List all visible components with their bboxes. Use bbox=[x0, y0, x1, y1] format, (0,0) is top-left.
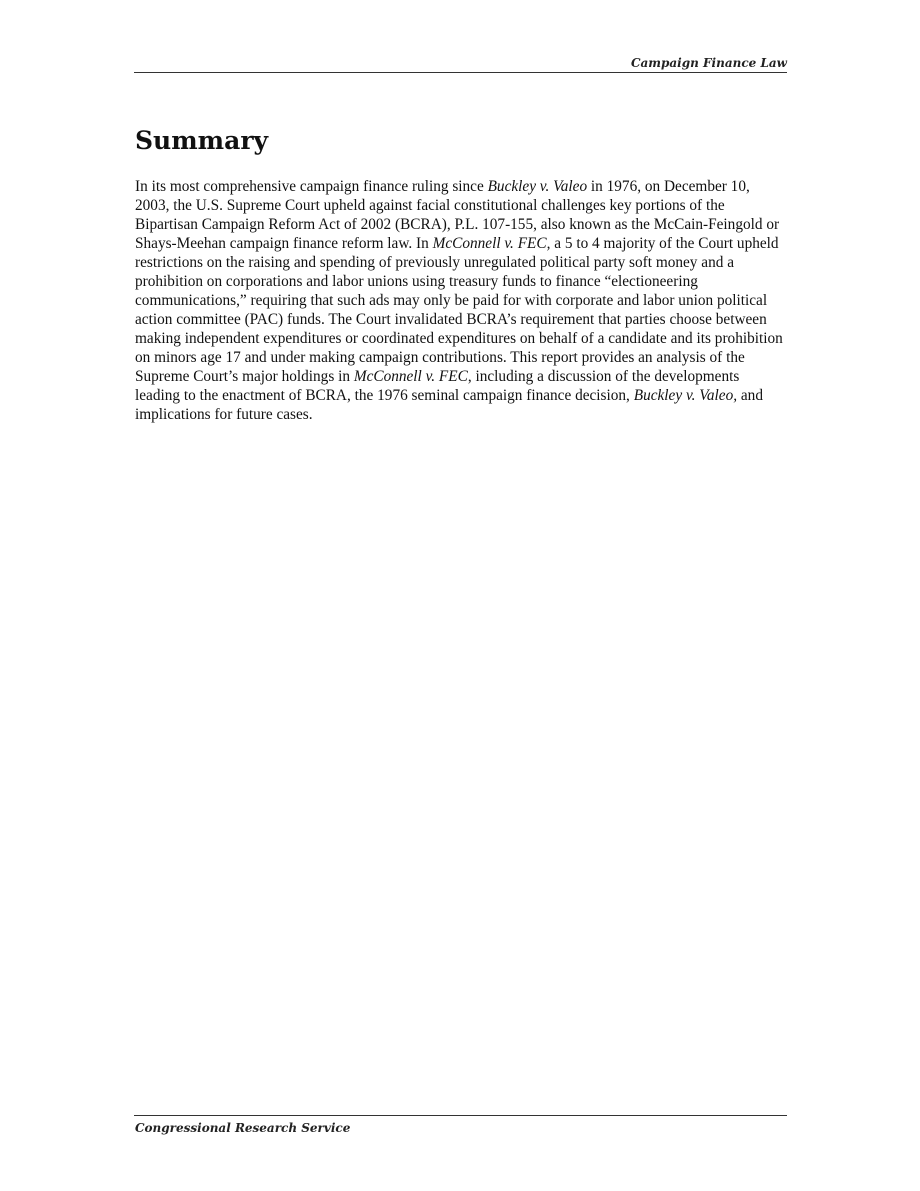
summary-text: in 1976, on December 10, 2003, the U.S. Supreme Court upheld against facial constitutional challenges key portions of the Bipartisan Campaign Reform Act of 2002 (BCRA), P.L. 107-155, also known as the McCain-Feingold or Shays-Meehan campaign finance reform law. In bbox=[135, 178, 780, 252]
summary-text: In its most comprehensive campaign finance ruling since bbox=[135, 178, 488, 195]
running-header-title: Campaign Finance Law bbox=[630, 56, 787, 70]
running-footer-publisher: Congressional Research Service bbox=[135, 1121, 351, 1135]
case-citation-buckley: Buckley v. Valeo bbox=[487, 178, 588, 195]
case-citation-mcconnell: McConnell v. FEC, bbox=[432, 235, 551, 252]
footer-rule bbox=[134, 1115, 787, 1116]
summary-paragraph bbox=[135, 177, 788, 424]
summary-text: and implications for future cases. bbox=[135, 387, 763, 423]
case-citation-buckley: Buckley v. Valeo, bbox=[633, 387, 738, 404]
header-rule bbox=[134, 72, 787, 73]
summary-text: , including a discussion of the developments leading to the enactment of BCRA, the 1976 seminal campaign finance decision, bbox=[135, 368, 740, 404]
case-citation-mcconnell: McConnell v. FEC bbox=[353, 368, 468, 385]
section-title: Summary bbox=[135, 126, 269, 155]
summary-text: a 5 to 4 majority of the Court upheld restrictions on the raising and spending of previously unregulated political party soft money and a prohibition on corporations and labor unions using treasury funds to finance “electioneering communications,” requiring that such ads may only be paid for with corporate and labor union political action committee (PAC) funds. The Court invalidated BCRA’s requirement that parties choose between making independent expenditures or coordinated expenditures on behalf of a candidate and its prohibition on minors age 17 and under making campaign contributions. This report provides an analysis of the Supreme Court’s major holdings in bbox=[135, 235, 783, 385]
